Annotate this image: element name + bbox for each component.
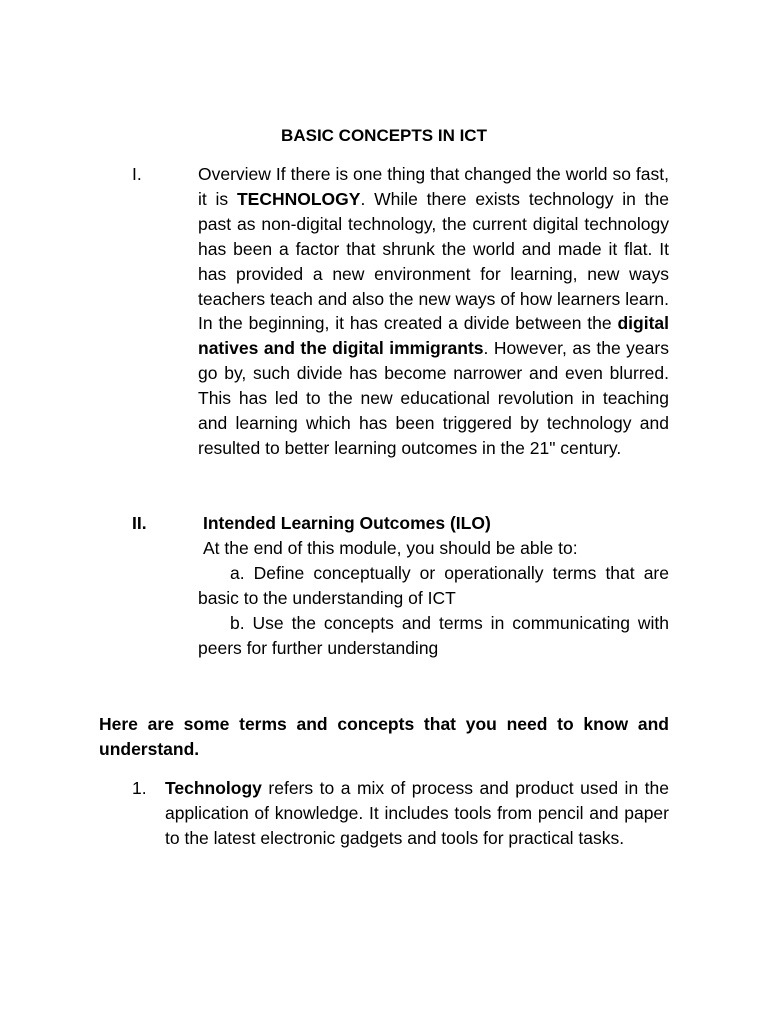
- section-1-text-c: . However, as the years go by, such divide has become narrower and even blurred. This has led to the new educational revolution in teaching and learning which has been triggered by technology and resulted to better learning outcomes in the 21" century.: [198, 338, 669, 458]
- term-1-definition: refers to a mix of process and product used in the application of knowledge. It includes tools from pencil and paper to the latest electronic gadgets and tools for practical tasks.: [165, 778, 669, 848]
- term-1-name: Technology: [165, 778, 262, 798]
- section-1-text-b: . While there exists technology in the past as non-digital technology, the current digital technology has been a factor that shrunk the world and made it flat. It has provided a new environment for learning, new ways teachers teach and also the new ways of how learners learn. In the beginning, it has created a divide between the: [198, 188, 669, 334]
- section-1-technology-bold: TECHNOLOGY: [236, 188, 361, 209]
- section-1-digital-natives-bold: digital natives and the digital immigrants: [198, 313, 669, 359]
- page-title: BASIC CONCEPTS IN ICT: [281, 126, 487, 145]
- term-1-number: 1.: [132, 778, 147, 798]
- ilo-item-b: b. Use the concepts and terms in communicating with peers for further understanding: [198, 613, 669, 658]
- section-1-text-a: Overview If there is one thing that changed the world so fast, it is: [198, 164, 669, 209]
- ilo-item-a: a. Define conceptually or operationally terms that are basic to the understanding of ICT: [198, 563, 669, 608]
- terms-intro: Here are some terms and concepts that you need to know and understand.: [99, 714, 669, 759]
- ilo-heading: Intended Learning Outcomes (ILO): [203, 513, 491, 533]
- ilo-intro: At the end of this module, you should be able to:: [203, 538, 578, 558]
- section-1-paragraph: [198, 162, 669, 461]
- section-1-numeral: I.: [132, 164, 142, 184]
- section-2-numeral: II.: [132, 513, 147, 533]
- term-1-paragraph: [165, 776, 669, 851]
